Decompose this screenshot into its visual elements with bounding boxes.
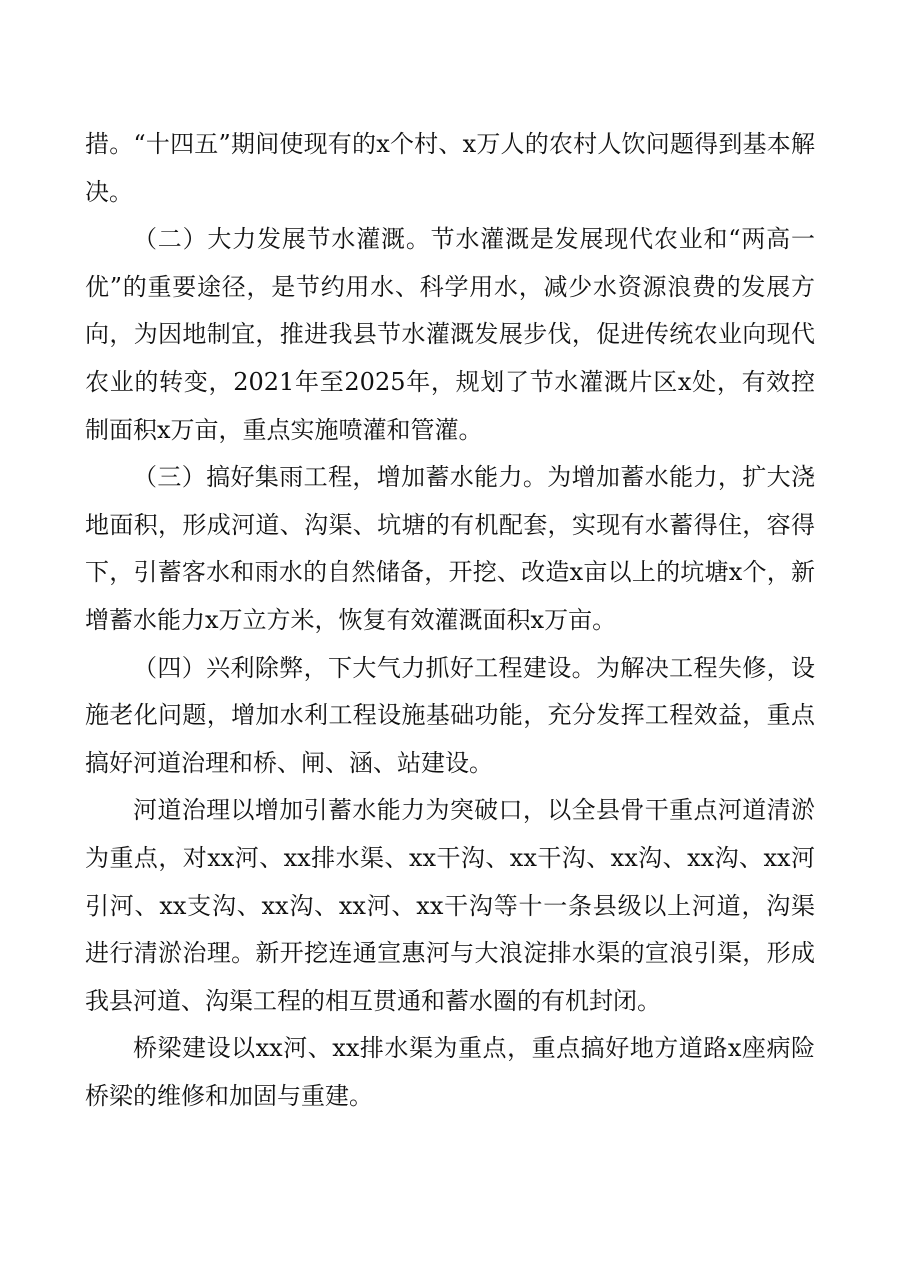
document-body <box>85 121 815 1120</box>
paragraph-bridge-construction: 桥梁建设以xx河、xx排水渠为重点，重点搞好地方道路x座病险桥梁的维修和加固与重建。 <box>85 1034 815 1110</box>
paragraph-engineering-construction: （四）兴利除弊，下大气力抓好工程建设。为解决工程失修，设施老化问题，增加水利工程设施基础功能，充分发挥工程效益，重点搞好河道治理和桥、闸、涵、站建设。 <box>85 653 815 777</box>
paragraph-rain-collection: （三）搞好集雨工程，增加蓄水能力。为增加蓄水能力，扩大浇地面积，形成河道、沟渠、坑塘的有机配套，实现有水蓄得住，容得下，引蓄客水和雨水的自然储备，开挖、改造x亩以上的坑塘x个，新增蓄水能力x万立方米，恢复有效灌溉面积x万亩。 <box>85 463 815 634</box>
paragraph-water-saving-irrigation: （二）大力发展节水灌溉。节水灌溉是发展现代农业和“两高一优”的重要途径，是节约用水、科学用水，减少水资源浪费的发展方向，为因地制宜，推进我县节水灌溉发展步伐，促进传统农业向现代农业的转变，2021年至2025年，规划了节水灌溉片区x处，有效控制面积x万亩，重点实施喷灌和管灌。 <box>85 225 815 444</box>
paragraph-continuation: 措。“十四五”期间使现有的x个村、x万人的农村人饮问题得到基本解决。 <box>85 130 815 206</box>
paragraph-river-management: 河道治理以增加引蓄水能力为突破口，以全县骨干重点河道清淤为重点，对xx河、xx排水渠、xx干沟、xx干沟、xx沟、xx沟、xx河引河、xx支沟、xx沟、xx河、xx干沟等十一条县级以上河道，沟渠进行清淤治理。新开挖连通宣惠河与大浪淀排水渠的宣浪引渠，形成我县河道、沟渠工程的相互贯通和蓄水圈的有机封闭。 <box>85 796 815 1015</box>
